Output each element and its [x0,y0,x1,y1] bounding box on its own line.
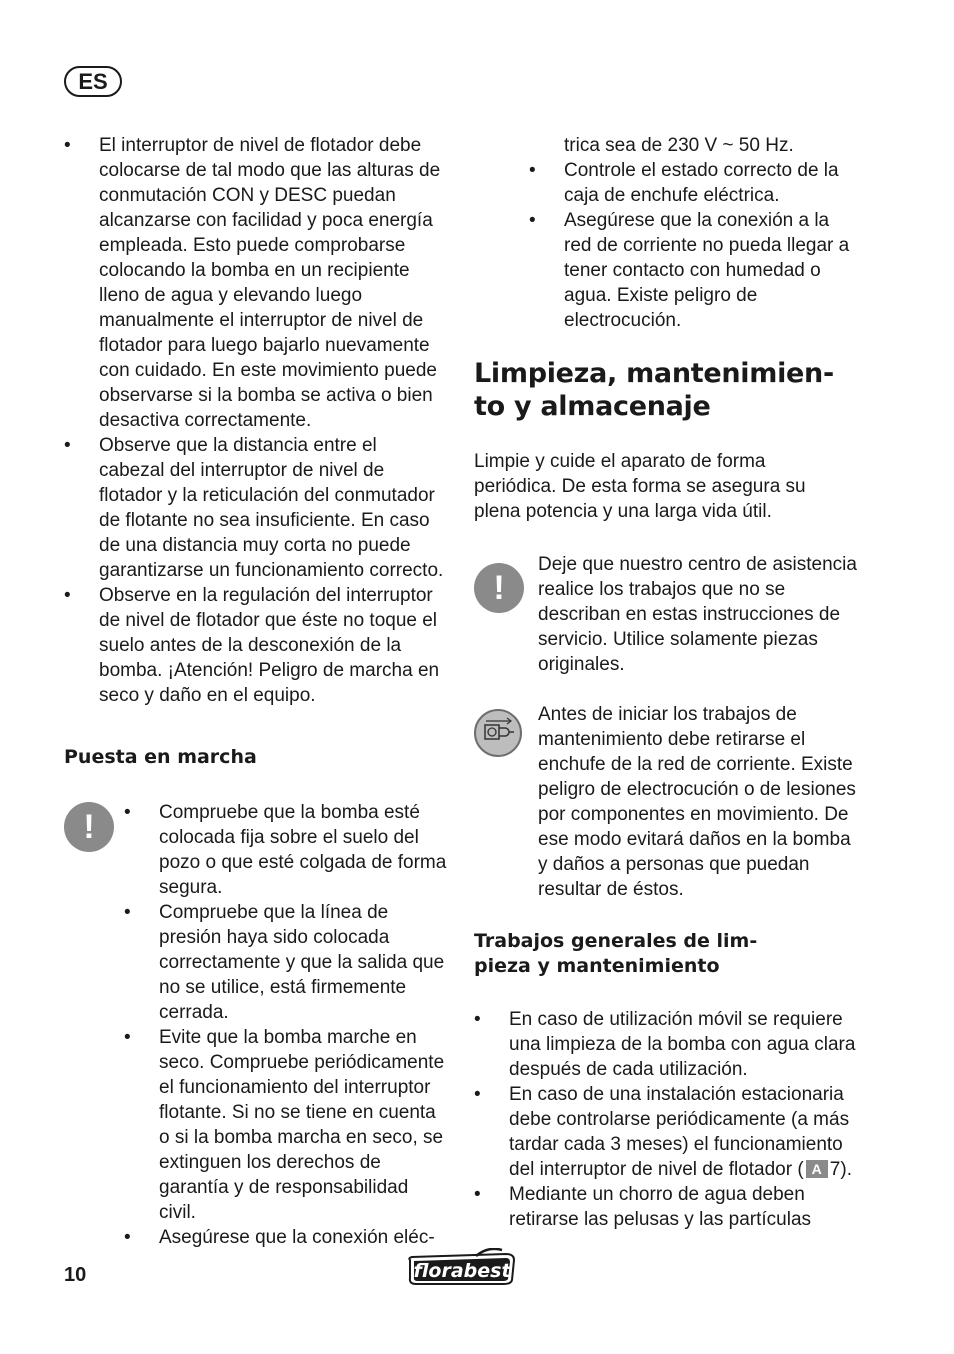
unplug-notice [474,702,858,902]
puesta-notice [64,800,448,1250]
warning-exclamation-icon: ! [474,563,524,613]
list-item-text-after: 7). [829,1159,852,1180]
notice-text: Antes de iniciar los trabajos de mantenimiento debe retirarse el enchufe de la red de corriente. Existe peligro de electrocución o de lesiones por componentes en movimiento. De ese modo evitará daños en la bomba y daños a personas que puedan resultar de éstos. [538,704,856,900]
language-badge: ES [64,66,122,97]
page-number: 10 [64,1264,87,1286]
list-item: • Mediante un chorro de agua deben retirarse las pelusas y las partículas [474,1182,856,1232]
puesta-bullets [124,800,448,1250]
float-switch-bullets [64,133,448,708]
warning-exclamation-icon: ! [64,802,114,852]
list-item: • Controle el estado correcto de la caja de enchufe eléctrica. [529,158,856,208]
notice-text: Deje que nuestro centro de asistencia realice los trabajos que no se describan en estas instrucciones de servicio. Utilice solamente piezas originales. [538,554,857,675]
brand-logo [406,1248,518,1288]
list-item: • Compruebe que la línea de presión haya sido colocada correctamente y que la salida que no se utilice, está firmemente cerrada. [124,900,449,1025]
sub-heading-line-1: Trabajos generales de lim- [474,930,758,952]
sub-heading-line-2: pieza y mantenimiento [474,955,720,977]
cleaning-bullets [474,1007,856,1232]
list-item: • Asegúrese que la conexión eléc- [124,1225,449,1250]
list-item: • Observe que la distancia entre el cabezal del interruptor de nivel de flotador y la reticulación del conmutador de flotante no sea insuficiente. En caso de una distancia muy corta no puede garantizarse un funcionamiento correcto. [64,433,445,583]
list-item: • Compruebe que la bomba esté colocada fija sobre el suelo del pozo o que esté colgada de forma segura. [124,800,449,900]
list-item: • El interruptor de nivel de flotador debe colocarse de tal modo que las alturas de conmutación CON y DESC puedan alcanzarse con facilidad y poca energía empleada. Esto puede comprobarse colocando la bomba en un recipiente lleno de agua y elevando luego manualmente el interruptor de nivel de flotador para luego bajarlo nuevamente con cuidado. En este movimiento puede observarse si la bomba se activa o bien desactiva correctamente. [64,133,445,433]
section-heading-puesta: Puesta en marcha [64,746,257,768]
main-heading-line-1: Limpieza, mantenimien- [474,358,834,389]
continued-line: trica sea de 230 V ~ 50 Hz. [564,135,794,156]
figure-reference-badge: A [806,1160,828,1178]
list-item [474,1082,856,1182]
list-item: • En caso de utilización móvil se requiere una limpieza de la bomba con agua clara después de cada utilización. [474,1007,856,1082]
service-notice [474,552,858,677]
list-item: • Evite que la bomba marche en seco. Compruebe periódicamente el funcionamiento del interruptor flotante. Si no se tiene en cuenta o si la bomba marcha en seco, se extinguen los derechos de garantía y de responsabilidad civil. [124,1025,449,1225]
intro-paragraph: Limpie y cuide el aparato de forma periódica. De esta forma se asegura su plena potencia y una larga vida útil. [474,451,806,522]
sub-heading [474,929,866,979]
unplug-icon [474,709,522,757]
main-heading [474,357,866,423]
list-item: • Asegúrese que la conexión a la red de corriente no pueda llegar a tener contacto con humedad o agua. Existe peligro de electrocución. [529,208,856,333]
list-item-text: En caso de una instalación estacionaria debe controlarse periódicamente (a más tardar cada 3 meses) el funcionamiento del interruptor de nivel de flotador ( [509,1084,850,1180]
brand-logo-text: florabest [413,1260,511,1282]
right-column [474,133,866,1232]
main-heading-line-2: to y almacenaje [474,391,711,422]
left-column [64,133,448,1250]
list-item: • Observe en la regulación del interruptor de nivel de flotador que éste no toque el suelo antes de la desconexión de la bomba. ¡Atención! Peligro de marcha en seco y daño en el equipo. [64,583,445,708]
electrical-bullets [529,158,866,333]
